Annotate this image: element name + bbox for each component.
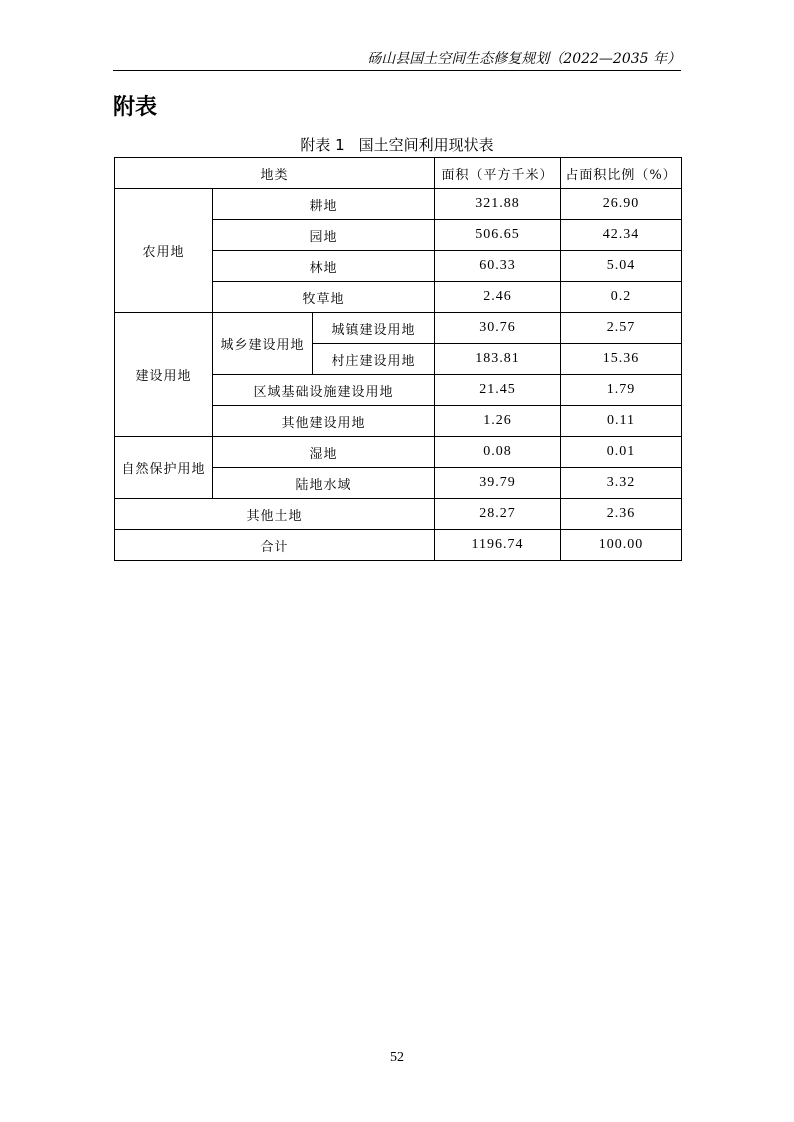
group-nature: 自然保护用地 (115, 437, 213, 499)
table-row (115, 313, 682, 344)
total-label: 合计 (115, 530, 435, 561)
row-area: 321.88 (435, 189, 561, 220)
row-name: 耕地 (213, 189, 435, 220)
header-area: 面积（平方千米） (435, 158, 561, 189)
subgroup-urban-rural: 城乡建设用地 (213, 313, 313, 375)
row-area: 39.79 (435, 468, 561, 499)
row-ratio: 26.90 (561, 189, 682, 220)
row-name: 其他建设用地 (213, 406, 435, 437)
row-area: 1.26 (435, 406, 561, 437)
section-title: 附表 (113, 95, 158, 120)
table-row (115, 499, 682, 530)
row-ratio: 42.34 (561, 220, 682, 251)
table-row (115, 189, 682, 220)
row-ratio: 0.11 (561, 406, 682, 437)
row-ratio: 1.79 (561, 375, 682, 406)
row-ratio: 0.2 (561, 282, 682, 313)
row-name: 城镇建设用地 (313, 313, 435, 344)
row-name: 其他土地 (115, 499, 435, 530)
row-name: 湿地 (213, 437, 435, 468)
row-ratio: 0.01 (561, 437, 682, 468)
table-row (115, 437, 682, 468)
row-name: 陆地水域 (213, 468, 435, 499)
row-ratio: 15.36 (561, 344, 682, 375)
table-caption (113, 135, 681, 155)
row-ratio: 5.04 (561, 251, 682, 282)
row-ratio: 2.57 (561, 313, 682, 344)
row-name: 牧草地 (213, 282, 435, 313)
row-name: 区域基础设施建设用地 (213, 375, 435, 406)
page-number: 52 (390, 1050, 404, 1065)
row-name: 林地 (213, 251, 435, 282)
group-construction: 建设用地 (115, 313, 213, 437)
table-header-row (115, 158, 682, 189)
row-area: 30.76 (435, 313, 561, 344)
header-rule (113, 70, 681, 71)
row-area: 2.46 (435, 282, 561, 313)
row-area: 0.08 (435, 437, 561, 468)
table-caption-title: 国土空间利用现状表 (358, 136, 494, 154)
row-area: 28.27 (435, 499, 561, 530)
group-agri: 农用地 (115, 189, 213, 313)
table-caption-number: 附表 1 (300, 136, 345, 154)
row-area: 506.65 (435, 220, 561, 251)
row-area: 60.33 (435, 251, 561, 282)
header-category: 地类 (115, 158, 435, 189)
header-ratio: 占面积比例（%） (561, 158, 682, 189)
table-total-row (115, 530, 682, 561)
total-ratio: 100.00 (561, 530, 682, 561)
running-header: 砀山县国土空间生态修复规划（2022—2035 年） (367, 51, 681, 67)
row-name: 园地 (213, 220, 435, 251)
land-use-table (114, 157, 682, 561)
row-ratio: 3.32 (561, 468, 682, 499)
total-area: 1196.74 (435, 530, 561, 561)
row-area: 183.81 (435, 344, 561, 375)
row-ratio: 2.36 (561, 499, 682, 530)
row-area: 21.45 (435, 375, 561, 406)
row-name: 村庄建设用地 (313, 344, 435, 375)
